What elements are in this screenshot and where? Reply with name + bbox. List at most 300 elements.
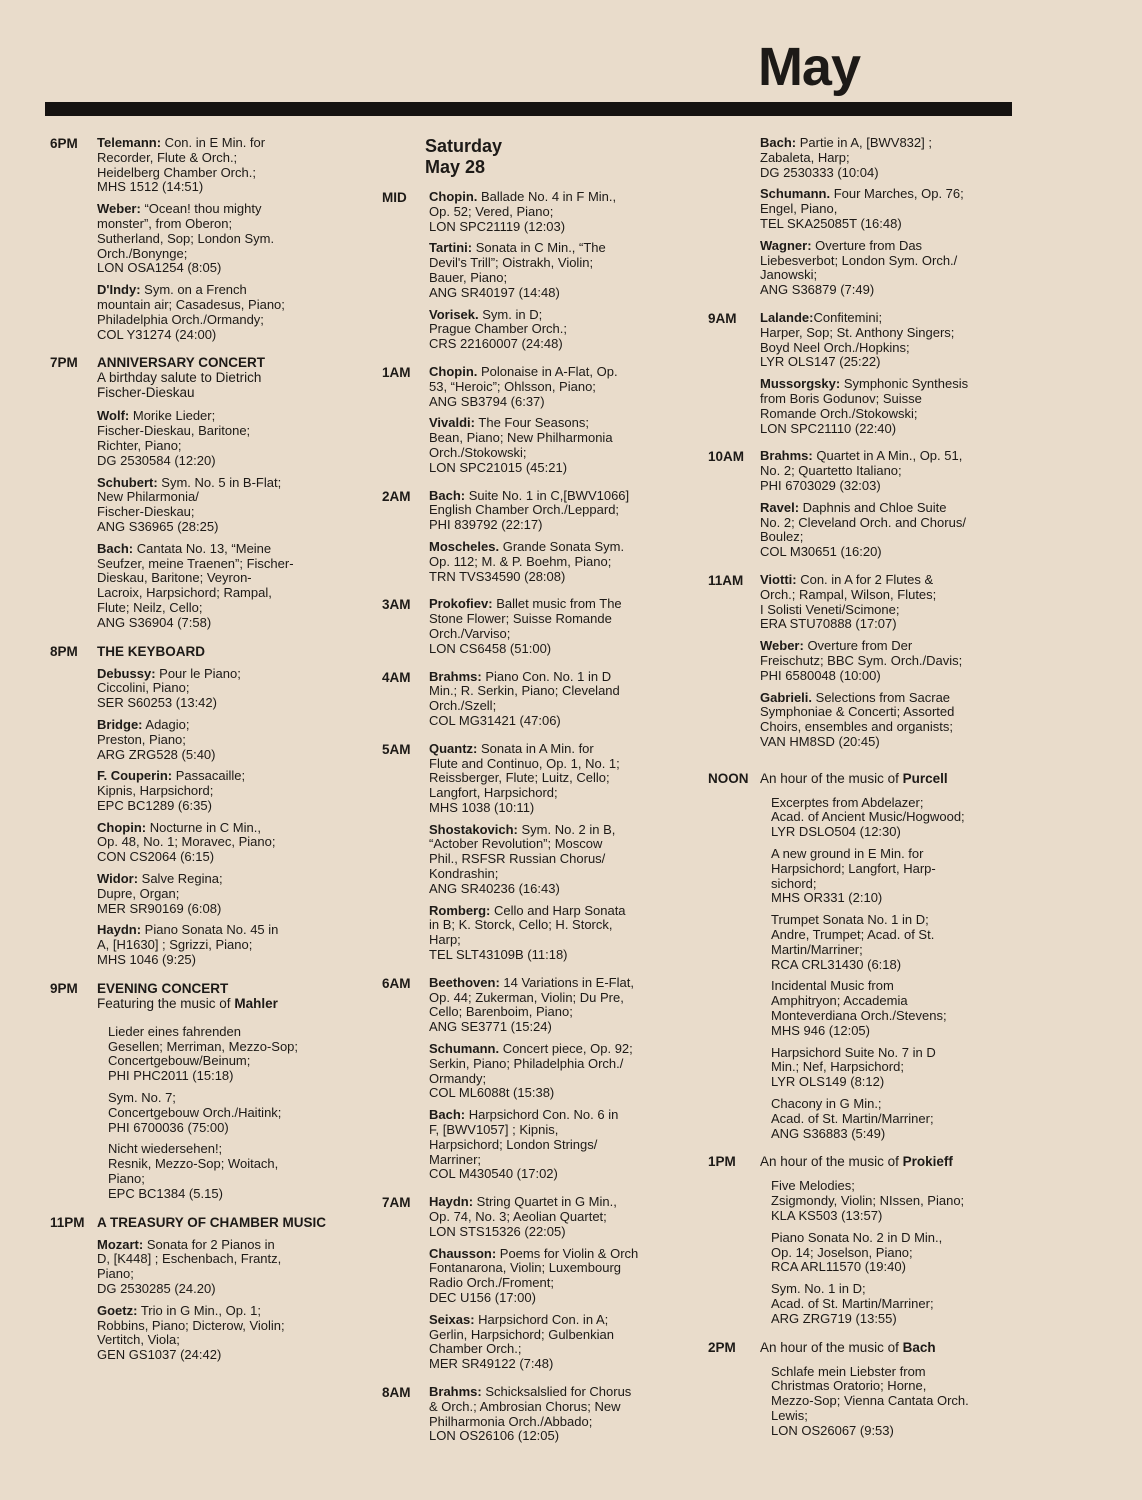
program-subtitle	[760, 1340, 1008, 1355]
listing-line	[97, 1304, 340, 1319]
listing-entry	[760, 1097, 1008, 1141]
listing-text: String Quartet in G Min.,	[473, 1194, 617, 1210]
listing-line: PHI 6580048 (10:00)	[760, 667, 881, 683]
listing-entry	[429, 976, 682, 1035]
listing-line: Choirs, ensembles and organists;	[760, 719, 953, 735]
composer-name: Chausson:	[429, 1245, 497, 1261]
listing-line	[97, 202, 340, 217]
listing-line: Lieder eines fahrenden	[108, 1023, 241, 1039]
time-slot	[382, 1385, 682, 1451]
listing-line: MHS 1046 (9:25)	[97, 952, 196, 968]
listing-text: Cantata No. 13, “Meine	[133, 540, 272, 556]
listing-line	[97, 1238, 340, 1253]
listing-entry	[760, 979, 1008, 1038]
slot-entries	[97, 1215, 340, 1370]
listing-line	[429, 308, 682, 323]
listing-entry	[97, 283, 340, 342]
listing-line: Philharmonia Orch./Abbado;	[429, 1413, 593, 1429]
program-title: EVENING CONCERT	[97, 980, 229, 996]
time-label: 2PM	[708, 1339, 736, 1355]
listing-line: Piano;	[108, 1171, 145, 1187]
subtitle-text: An hour of the music of	[760, 1339, 903, 1355]
listing-entry	[429, 1313, 682, 1372]
composer-name: Bach:	[760, 135, 797, 150]
listing-line: DG 2530333 (10:04)	[760, 164, 879, 180]
listing-entry	[429, 1108, 682, 1182]
time-label: 8AM	[382, 1384, 411, 1400]
listing-line: Romande Orch./Stokowski;	[760, 405, 918, 421]
time-label: 11PM	[50, 1214, 85, 1230]
listing-text: Partie in A, [BWV832] ;	[796, 135, 932, 150]
listing-line	[429, 1042, 682, 1057]
listing-line: Op. 48, No. 1; Moravec, Piano;	[97, 834, 276, 850]
listing-line	[429, 489, 682, 504]
time-label	[708, 136, 760, 305]
listing-line: Liebesverbot; London Sym. Orch./	[760, 252, 958, 268]
listing-line	[760, 449, 1008, 464]
listing-entry	[97, 409, 340, 468]
listing-text: Salve Regina;	[138, 871, 223, 887]
time-slot	[382, 976, 682, 1189]
listing-line: KLA KS503 (13:57)	[771, 1208, 883, 1224]
featured-composer: Prokieff	[902, 1154, 953, 1170]
time-label: 9AM	[708, 310, 737, 326]
listing-line: Harpsichord; Langfort, Harp-	[771, 860, 936, 876]
composer-name: Moscheles.	[429, 538, 500, 554]
listing-text: Pour le Piano;	[155, 665, 241, 681]
slot-entries	[429, 1385, 682, 1451]
time-slot	[708, 449, 1008, 567]
time-slot	[708, 573, 1008, 757]
listing-line: Orch./Bonynge;	[97, 245, 188, 261]
listing-line: Symphoniae & Concerti; Assorted	[760, 704, 955, 720]
listing-line: Prague Chamber Orch.;	[429, 321, 568, 337]
listing-text: Sonata in A Min. for	[477, 740, 594, 756]
listing-line	[429, 1195, 682, 1210]
listing-entry	[97, 1142, 340, 1201]
listing-entry	[760, 311, 1008, 370]
listing-entry	[429, 540, 682, 584]
listing-line	[97, 872, 340, 887]
listing-line: PHI 6703029 (32:03)	[760, 477, 881, 493]
listing-line: Ciccolini, Piano;	[97, 680, 190, 696]
listing-text: 14 Variations in E-Flat,	[499, 974, 634, 990]
listing-line	[429, 1247, 682, 1262]
listing-entry	[429, 1247, 682, 1306]
time-label: 7PM	[50, 355, 78, 371]
composer-name: Haydn:	[429, 1194, 474, 1210]
time-slot	[708, 311, 1008, 443]
composer-name: D'Indy:	[97, 282, 141, 298]
listing-line: COL MG31421 (47:06)	[429, 712, 561, 728]
listing-entry	[760, 449, 1008, 493]
listing-line: Martin/Marriner;	[771, 941, 863, 957]
column-3	[708, 136, 1008, 1452]
listing-entry	[97, 769, 340, 813]
listing-line: Op. 74, No. 3; Aeolian Quartet;	[429, 1209, 607, 1225]
listing-line: Piano;	[97, 1266, 134, 1282]
listing-entry	[429, 1385, 682, 1444]
time-label: 2AM	[382, 488, 411, 504]
composer-name: Lalande:	[760, 309, 814, 325]
listing-entry	[429, 241, 682, 300]
listing-text: Poems for Violin & Orch	[496, 1245, 639, 1261]
column-2	[382, 136, 682, 1457]
listing-line: A, [H1630] ; Sgrizzi, Piano;	[97, 937, 253, 953]
listing-line: LON SPC21015 (45:21)	[429, 459, 568, 475]
listing-text: Adagio;	[142, 716, 190, 732]
listing-text: Concert piece, Op. 92;	[499, 1041, 633, 1057]
listing-entry	[760, 913, 1008, 972]
composer-name: Debussy:	[97, 665, 156, 681]
listing-line: Gesellen; Merriman, Mezzo-Sop;	[108, 1038, 299, 1054]
listing-entry	[760, 639, 1008, 683]
listing-line	[429, 1313, 682, 1328]
listing-text: Sym. No. 2 in B,	[517, 821, 616, 837]
listing-line: Orch./Varviso;	[429, 625, 511, 641]
listing-line: & Orch.; Ambrosian Chorus; New	[429, 1398, 621, 1414]
listing-line: Piano Sonata No. 2 in D Min.,	[771, 1229, 943, 1245]
slot-entries	[429, 670, 682, 736]
listing-entry	[429, 823, 682, 897]
listing-line: Sym. No. 1 in D;	[771, 1281, 866, 1297]
listing-line: Serkin, Piano; Philadelphia Orch./	[429, 1055, 624, 1071]
featured-composer: Mahler	[234, 995, 278, 1011]
listing-line: Amphitryon; Accademia	[771, 993, 908, 1009]
listing-line: Fontanarona, Violin; Luxembourg	[429, 1260, 621, 1276]
listing-entry	[429, 742, 682, 816]
listing-line: GEN GS1037 (24:42)	[97, 1347, 222, 1363]
listing-text: Suite No. 1 in C,[BWV1066]	[465, 487, 630, 503]
composer-name: Beethoven:	[429, 974, 500, 990]
listing-line: Incidental Music from	[771, 978, 894, 994]
listing-line: TEL SKA25085T (16:48)	[760, 215, 902, 231]
listing-line: Bauer, Piano;	[429, 269, 508, 285]
listing-line: Zabaleta, Harp;	[760, 149, 850, 165]
composer-name: Widor:	[97, 871, 139, 887]
listing-line: Seufzer, meine Traenen”; Fischer-	[97, 555, 294, 571]
listing-line: Andre, Trumpet; Acad. of St.	[771, 927, 935, 943]
listing-entry	[429, 1042, 682, 1101]
listing-line: Schlafe mein Liebster from	[771, 1363, 926, 1379]
listing-entry	[97, 667, 340, 711]
listing-line: MHS 1512 (14:51)	[97, 179, 204, 195]
listing-entry	[760, 847, 1008, 906]
listing-line: Philadelphia Orch./Ormandy;	[97, 311, 264, 327]
listing-line: Mezzo-Sop; Vienna Cantata Orch.	[771, 1393, 969, 1409]
listing-line: Acad. of Ancient Music/Hogwood;	[771, 809, 965, 825]
listing-line: CRS 22160007 (24:48)	[429, 336, 563, 352]
subtitle-text: Featuring the music of	[97, 995, 235, 1011]
listing-text: Schicksalslied for Chorus	[481, 1383, 632, 1399]
listing-entry	[97, 821, 340, 865]
composer-name: Wagner:	[760, 237, 812, 253]
listing-entry	[429, 904, 682, 963]
listing-entry	[97, 872, 340, 916]
listing-line: Radio Orch./Froment;	[429, 1275, 554, 1291]
time-slot	[50, 644, 340, 975]
listing-text: Morike Lieder;	[129, 408, 216, 424]
listing-line	[760, 501, 1008, 516]
listing-line: LON OS26067 (9:53)	[771, 1422, 894, 1438]
listing-text: Cello and Harp Sonata	[490, 902, 626, 918]
composer-name: Mozart:	[97, 1236, 144, 1252]
listing-line	[97, 283, 340, 298]
listing-entry	[429, 190, 682, 234]
listing-line: PHI 6700036 (75:00)	[108, 1119, 229, 1135]
listing-text: Nocturne in C Min.,	[146, 819, 261, 835]
listing-entry	[760, 187, 1008, 231]
composer-name: Haydn:	[97, 922, 142, 938]
listing-line: Orch./Szell;	[429, 698, 497, 714]
listing-text: Sym. No. 5 in B-Flat;	[157, 474, 282, 490]
composer-name: Wolf:	[97, 408, 130, 424]
listing-entry	[429, 308, 682, 352]
listing-entry	[97, 542, 340, 631]
listing-text: Selections from Sacrae	[812, 689, 951, 705]
listing-line: from Boris Godunov; Suisse	[760, 390, 922, 406]
listing-line: DG 2530285 (24.20)	[97, 1281, 216, 1297]
listing-line: Kipnis, Harpsichord;	[97, 783, 214, 799]
listing-line	[760, 239, 1008, 254]
featured-composer: Purcell	[902, 770, 948, 786]
listing-line	[760, 377, 1008, 392]
listing-line: Zsigmondy, Violin; NIssen, Piano;	[771, 1193, 965, 1209]
listing-line: Christmas Oratorio; Horne,	[771, 1378, 927, 1394]
listing-line: Phil., RSFSR Russian Chorus/	[429, 851, 606, 867]
slot-entries	[97, 136, 340, 349]
listing-line	[429, 597, 682, 612]
listing-line: Boulez;	[760, 529, 804, 545]
composer-name: Viotti:	[760, 571, 797, 587]
listing-text: Con. in A for 2 Flutes &	[796, 571, 934, 587]
listing-text: Harpsichord Con. No. 6 in	[465, 1107, 619, 1123]
listing-line: COL M30651 (16:20)	[760, 544, 882, 560]
listing-entry	[760, 1231, 1008, 1275]
time-slot	[382, 1195, 682, 1379]
listing-line: Bean, Piano; New Philharmonia	[429, 430, 613, 446]
listing-line: I Solisti Veneti/Scimone;	[760, 601, 900, 617]
listing-line: No. 2; Cleveland Orch. and Chorus/	[760, 514, 966, 530]
time-label: 8PM	[50, 643, 78, 659]
listing-line: LON OS26106 (12:05)	[429, 1428, 560, 1444]
listing-line: Lewis;	[771, 1407, 808, 1423]
listing-line	[97, 667, 340, 682]
composer-name: Gabrieli.	[760, 689, 813, 705]
featured-composer: Bach	[902, 1339, 936, 1355]
listing-line: ARG ZRG719 (13:55)	[771, 1310, 897, 1326]
listing-line: Concertgebouw Orch./Haitink;	[108, 1104, 282, 1120]
listing-text: Con. in E Min. for	[161, 135, 266, 150]
subtitle-line: A birthday salute to Dietrich	[97, 370, 262, 386]
composer-name: Bach:	[429, 487, 466, 503]
listing-line	[760, 136, 1008, 151]
time-label: NOON	[708, 770, 749, 786]
composer-name: Romberg:	[429, 902, 491, 918]
listing-line: English Chamber Orch./Leppard;	[429, 502, 620, 518]
listing-line: SER S60253 (13:42)	[97, 695, 217, 711]
program-subtitle	[760, 1154, 1008, 1169]
listing-line: Langfort, Harpsichord;	[429, 785, 558, 801]
time-label: 1PM	[708, 1154, 736, 1170]
listing-line: Fischer-Dieskau, Baritone;	[97, 423, 251, 439]
listing-line: monster”, from Oberon;	[97, 215, 233, 231]
listing-line: PHI 839792 (22:17)	[429, 517, 543, 533]
column-1	[50, 136, 340, 1376]
slot-entries	[429, 597, 682, 663]
listing-line: EPC BC1289 (6:35)	[97, 797, 212, 813]
listing-line: Acad. of St. Martin/Marriner;	[771, 1296, 934, 1311]
listing-line: MER SR49122 (7:48)	[429, 1356, 554, 1372]
listing-line: Min.; Nef, Harpsichord;	[771, 1059, 904, 1075]
listing-line: LON OSA1254 (8:05)	[97, 260, 222, 276]
listing-text: Sonata in C Min., “The	[472, 240, 606, 256]
program-subtitle	[97, 996, 340, 1011]
listing-text: Ballade No. 4 in F Min.,	[477, 189, 617, 204]
listing-line	[429, 365, 682, 380]
program-title: A TREASURY OF CHAMBER MUSIC	[97, 1214, 327, 1230]
composer-name: F. Couperin:	[97, 768, 173, 784]
listing-line: Preston, Piano;	[97, 731, 186, 747]
time-slot	[382, 742, 682, 970]
listing-line: Vertitch, Viola;	[97, 1332, 180, 1348]
composer-name: Quantz:	[429, 740, 478, 756]
listing-line: Kondrashin;	[429, 866, 499, 882]
listing-line	[97, 136, 340, 151]
time-slot	[50, 1215, 340, 1370]
listing-entry	[97, 923, 340, 967]
listing-line: Janowski;	[760, 267, 818, 283]
listing-text: Sym. in D;	[478, 306, 543, 322]
listing-line: ERA STU70888 (17:07)	[760, 616, 897, 632]
slot-entries	[97, 644, 340, 975]
listing-line	[760, 187, 1008, 202]
slot-entries	[97, 981, 340, 1209]
composer-name: Telemann:	[97, 135, 162, 150]
listing-line: Robbins, Piano; Dicterow, Violin;	[97, 1317, 285, 1333]
listing-line: Dupre, Organ;	[97, 885, 180, 901]
subtitle-text: An hour of the music of	[760, 1154, 903, 1170]
listing-line: ANG S36965 (28:25)	[97, 518, 219, 534]
listing-line: ANG SR40197 (14:48)	[429, 284, 560, 300]
composer-name: Weber:	[760, 638, 804, 654]
time-slot	[708, 1154, 1008, 1333]
composer-name: Goetz:	[97, 1302, 138, 1318]
listing-line: Nicht wiedersehen!;	[108, 1141, 223, 1157]
listing-entry	[97, 476, 340, 535]
listing-line	[97, 409, 340, 424]
listing-entry	[760, 1282, 1008, 1326]
listing-entry	[760, 691, 1008, 750]
listing-line	[429, 241, 682, 256]
listing-line: COL ML6088t (15:38)	[429, 1085, 555, 1101]
listing-line: ANG S36883 (5:49)	[771, 1125, 886, 1141]
time-slot	[382, 190, 682, 359]
listing-line	[429, 904, 682, 919]
listing-text: Quartet in A Min., Op. 51,	[812, 448, 963, 464]
listing-line	[760, 691, 1008, 706]
listing-line: COL M430540 (17:02)	[429, 1166, 558, 1182]
listing-text: Overture from Das	[811, 237, 923, 253]
listing-line: DG 2530584 (12:20)	[97, 452, 216, 468]
listing-line: Op. 44; Zukerman, Violin; Du Pre,	[429, 989, 624, 1005]
composer-name: Schumann.	[760, 186, 831, 202]
listing-entry	[760, 1179, 1008, 1223]
slot-entries	[429, 742, 682, 970]
composer-name: Bach:	[429, 1107, 466, 1123]
listing-line: MHS 1038 (10:11)	[429, 799, 535, 815]
time-slot	[50, 355, 340, 637]
listing-line: Harper, Sop; St. Anthony Singers;	[760, 324, 955, 340]
listing-line: MHS OR331 (2:10)	[771, 890, 883, 906]
listing-line	[429, 416, 682, 431]
listing-line	[97, 821, 340, 836]
day-heading	[425, 136, 682, 178]
time-label: MID	[382, 190, 407, 205]
listing-line	[97, 769, 340, 784]
program-title: THE KEYBOARD	[97, 643, 206, 659]
listing-line: “Actober Revolution”; Moscow	[429, 836, 603, 852]
listing-line: A new ground in E Min. for	[771, 846, 924, 862]
slot-entries	[429, 489, 682, 592]
listing-text: “Ocean! thou mighty	[140, 201, 262, 217]
listing-entry	[760, 136, 1008, 180]
composer-name: Brahms:	[429, 668, 482, 684]
composer-name: Chopin.	[429, 363, 478, 379]
listing-entry	[760, 501, 1008, 560]
composer-name: Bach:	[97, 540, 134, 556]
listing-line	[429, 1385, 682, 1400]
time-label: 3AM	[382, 597, 411, 613]
listing-line: Five Melodies;	[771, 1178, 855, 1194]
listing-line: EPC BC1384 (5.15)	[108, 1185, 223, 1201]
listing-line: Orch.; Rampal, Wilson, Flutes;	[760, 586, 937, 602]
listing-text: Daphnis and Chloe Suite	[799, 499, 947, 515]
time-slot	[382, 365, 682, 483]
listing-entry	[429, 670, 682, 729]
listing-line: Fischer-Dieskau;	[97, 504, 195, 520]
listing-entry	[760, 796, 1008, 840]
listing-line: Harpsichord; London Strings/	[429, 1136, 598, 1152]
composer-name: Schumann.	[429, 1041, 500, 1057]
listing-line	[760, 573, 1008, 588]
composer-name: Seixas:	[429, 1311, 475, 1327]
listing-line	[97, 718, 340, 733]
listing-line: ARG ZRG528 (5:40)	[97, 746, 216, 762]
listing-entry	[760, 1046, 1008, 1090]
listing-line: LON STS15326 (22:05)	[429, 1223, 566, 1239]
listing-line: VAN HM8SD (20:45)	[760, 733, 880, 749]
listing-line: ANG S36879 (7:49)	[760, 282, 875, 298]
day-heading-line: May 28	[425, 157, 486, 177]
composer-name: Brahms:	[760, 448, 813, 464]
listing-line: 53, “Heroic”; Ohlsson, Piano;	[429, 378, 596, 394]
listing-line: ANG SB3794 (6:37)	[429, 393, 545, 409]
listing-entry	[760, 239, 1008, 298]
listing-line: Richter, Piano;	[97, 437, 182, 453]
listing-line	[429, 540, 682, 555]
listing-line: Min.; R. Serkin, Piano; Cleveland	[429, 683, 620, 699]
listing-line: F, [BWV1057] ; Kipnis,	[429, 1122, 559, 1138]
listing-line: New Philarmonia/	[97, 489, 199, 505]
composer-name: Schubert:	[97, 474, 158, 490]
composer-name: Weber:	[97, 201, 141, 217]
time-slot	[708, 771, 1008, 1149]
listing-line: Sym. No. 7;	[108, 1090, 176, 1106]
listing-line	[429, 190, 682, 205]
time-label: 11AM	[708, 572, 744, 588]
listing-line	[97, 476, 340, 491]
